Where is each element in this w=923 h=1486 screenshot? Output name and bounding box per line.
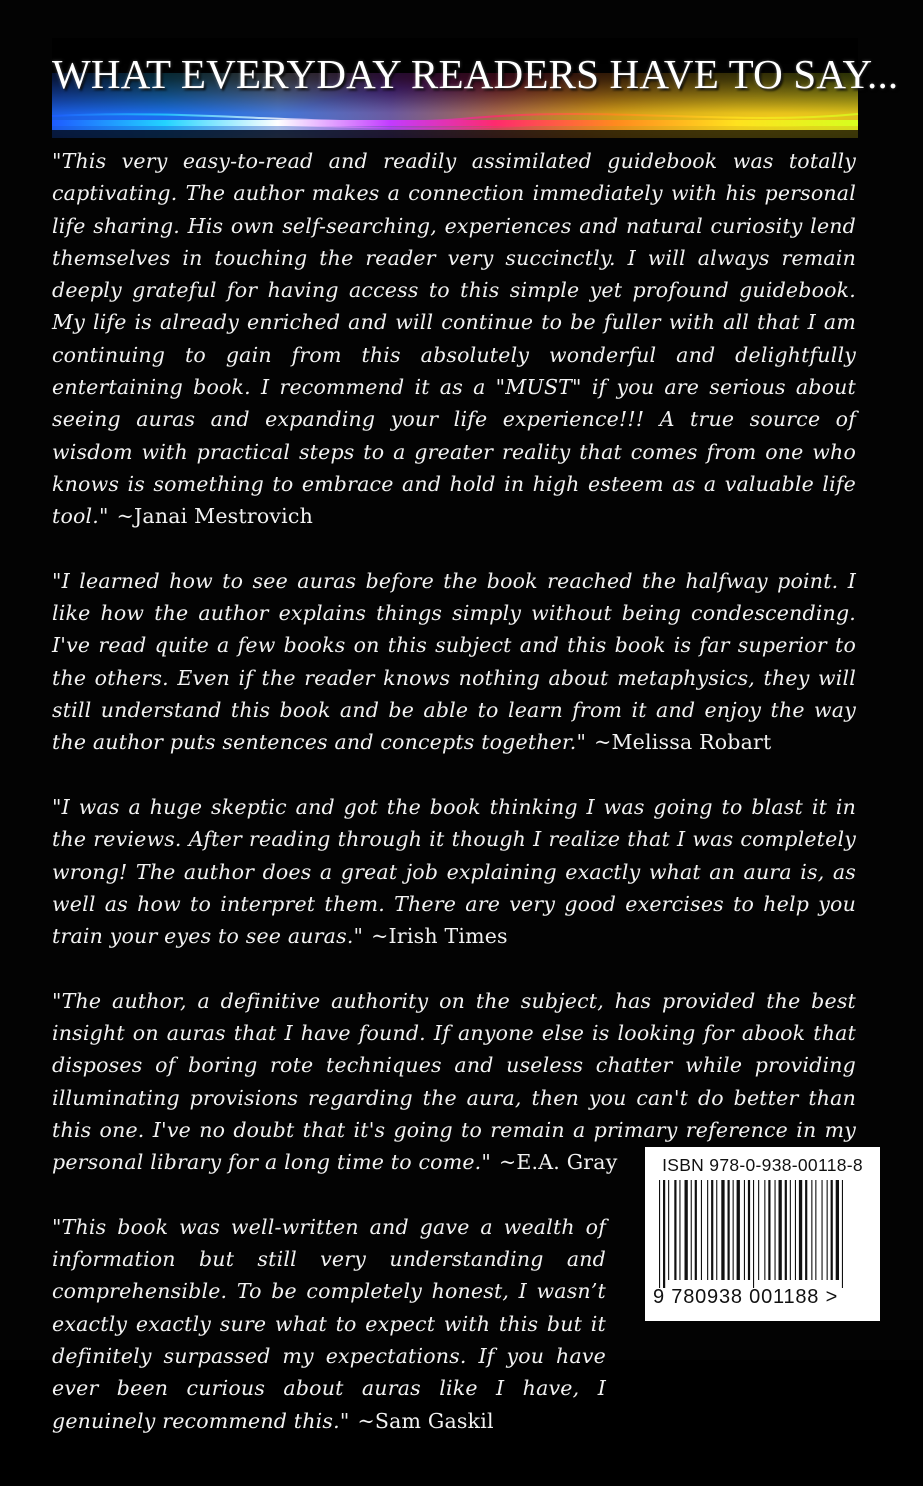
title-banner (52, 38, 899, 138)
review-quote: "This very easy-to-read and readily assimilated guidebook was totally captivating. The author makes a connection immediately with his personal life sharing. His own self-searching, experiences and natural curiosity lend themselves in touching the reader very succinctly. I will always remain deeply grateful for having access to this simple yet profound guidebook. My life is already enriched and will continue to be fuller with all that I am continuing to gain from this absolutely wonderful and delightfully entertaining book. I recommend it as a "MUST" if you are serious about seeing auras and expanding your life experience!!! A true source of wisdom with practical steps to a greater reality that comes from one who knows is something to embrace and hold in high esteem as a valuable life tool." (52, 149, 856, 529)
barcode-bar (795, 1180, 796, 1280)
review-quote: "I was a huge skeptic and got the book thinking I was going to blast it in the reviews. After reading through it though I realize that I was completely wrong! The author does a great job explaining exactly what an aura is, as well as how to interpret them. There are very good exercises to help you train your eyes to see auras." (52, 794, 856, 949)
isbn-label: ISBN 978-0-938-00118-8 (662, 1155, 863, 1175)
review-author: ~Irish Times (371, 924, 508, 949)
review-3 (52, 791, 856, 952)
barcode-bar (758, 1180, 759, 1280)
barcode-bar (785, 1180, 787, 1280)
barcode-bar (674, 1180, 676, 1280)
barcode-bar (701, 1180, 702, 1280)
barcode-bar (679, 1180, 680, 1280)
barcode-bar (728, 1180, 730, 1280)
barcode-bar (733, 1180, 734, 1280)
review-quote: "The author, a definitive authority on the subject, has provided the best insight on auras that I have found. If anyone else is looking for abook that disposes of boring rote techniques and useless chatter while providing illuminating provisions regarding the aura, then you can't do better than this one. I've no doubt that it's going to remain a primary reference in my personal library for a long time to come." (52, 988, 856, 1175)
barcode-bar (822, 1180, 823, 1280)
barcode-bar (668, 1180, 669, 1280)
review-author: ~Janai Mestrovich (116, 504, 313, 529)
barcode-bar (811, 1180, 812, 1280)
barcode-digits: 9 780938 001188 > (653, 1286, 839, 1308)
review-author: ~Sam Gaskil (357, 1408, 494, 1433)
barcode-bar (716, 1180, 717, 1280)
barcode-bar (790, 1180, 791, 1280)
barcode-bar (711, 1180, 713, 1280)
barcode-bar (836, 1180, 839, 1280)
barcode-bar (691, 1180, 692, 1280)
barcode-bar (815, 1180, 816, 1280)
isbn-barcode (645, 1147, 880, 1321)
barcode-bar (659, 1180, 660, 1288)
barcode-bar (831, 1180, 833, 1280)
barcode-bar (707, 1180, 708, 1280)
review-author: ~Melissa Robart (594, 730, 772, 755)
page-title: WHAT EVERYDAY READERS HAVE TO SAY... (52, 51, 899, 97)
barcode-bar (685, 1180, 688, 1280)
barcode-bar (799, 1180, 802, 1280)
review-quote: "This book was well-written and gave a wealth of information but still very understanding and comprehensible. To be completely honest, I wasn’t exactly exactly sure what to expect with this but it definitely surpassed my expectations. If you have ever been curious about auras like I have, I genuinely recommend this." (52, 1214, 606, 1433)
barcode-bar (805, 1180, 807, 1280)
review-2 (52, 565, 856, 759)
review-quote: "I learned how to see auras before the book reached the halfway point. I like how the author explains things simply without being condescending. I've read quite a few books on this subject and this book is far superior to the others. Even if the reader knows nothing about metaphysics, they will still understand this book and be able to learn from it and enjoy the way the author puts sentences and concepts together." (52, 568, 856, 755)
barcode-bar (721, 1180, 724, 1280)
barcode-bar (827, 1180, 828, 1280)
review-1 (52, 145, 856, 533)
barcode-bar (663, 1180, 665, 1288)
barcode-bar (842, 1180, 843, 1288)
barcode-bar (768, 1180, 770, 1280)
barcode-bar (737, 1180, 740, 1280)
review-author: ~E.A. Gray (499, 1150, 618, 1175)
barcode-bar (744, 1180, 745, 1280)
barcode-bar (748, 1180, 750, 1280)
barcode-bar (695, 1180, 697, 1280)
barcode-bar (764, 1180, 765, 1280)
barcode-bars (657, 1180, 864, 1288)
barcode-bar (775, 1180, 776, 1280)
barcode-bar (753, 1180, 754, 1288)
barcode-bar (779, 1180, 782, 1280)
